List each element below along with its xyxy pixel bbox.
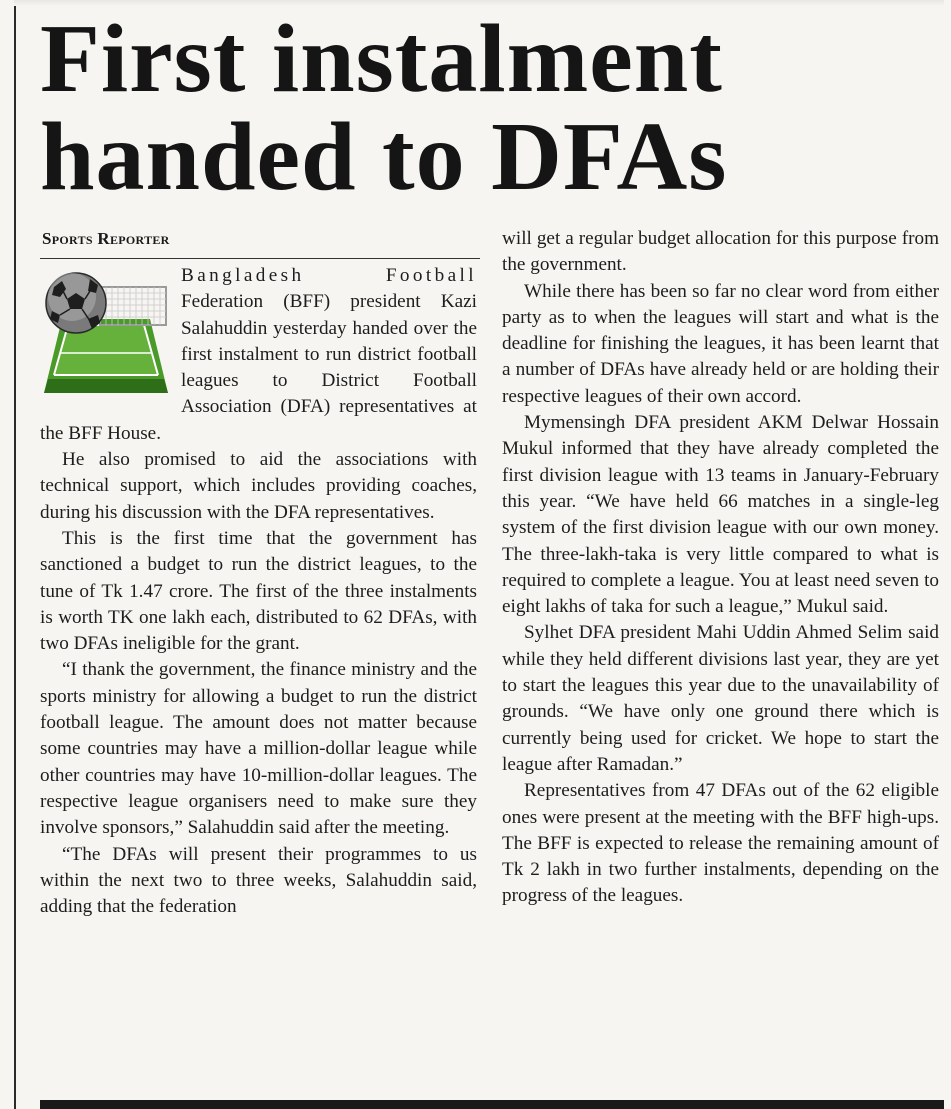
paragraph-9: Representatives from 47 DFAs out of the 62 eligible ones were present at the meeting with the BFF high-ups. The BFF is expected to release the remaining amount of Tk 2 lakh in two further instalments, depending on the progress of the leagues.: [502, 780, 939, 907]
column-rule: [14, 0, 16, 1109]
headline: [40, 5, 940, 211]
paragraph-2: He also promised to aid the associations with technical support, which includes providing coaches, during his discussion with the DFA representatives.: [40, 449, 477, 523]
paragraph-5-continued: will get a regular budget allocation for this purpose from the government.: [502, 228, 939, 276]
byline: Sports Reporter: [42, 229, 170, 248]
football-pitch-icon: [40, 267, 173, 399]
article-column-left: [40, 263, 477, 920]
article-column-right: [502, 226, 939, 910]
byline-divider: [40, 258, 480, 259]
paragraph-3: This is the first time that the government has sanctioned a budget to run the district leagues, to the tune of Tk 1.47 crore. The first of the three instalments is worth TK one lakh each, distributed to 62 DFAs, with two DFAs ineligible for the grant.: [40, 527, 477, 655]
page-bottom-rule: [40, 1100, 944, 1109]
headline-line-1: First instalment: [40, 5, 723, 113]
paragraph-7: Mymensingh DFA president AKM Delwar Hossain Mukul informed that they have already completed the first division league with 13 teams in January-February this year. “We have held 66 matches in a single-leg system of the first division league with our own money. The three-lakh-taka is very little compared to what is required to complete a league. You at least need seven to eight lakhs of taka for such a league,” Mukul said.: [502, 412, 939, 618]
paragraph-5: “The DFAs will present their programmes to us within the next two to three weeks, Salahuddin said, adding that the federation: [40, 843, 477, 918]
paragraph-8: Sylhet DFA president Mahi Uddin Ahmed Selim said while they held different divisions last year, they are yet to start the leagues this year due to the unavailability of grounds. “We have only one ground there which is currently being used for cricket. We hope to start the league after Ramadan.”: [502, 622, 939, 775]
paragraph-6: While there has been so far no clear word from either party as to when the leagues will start and what is the deadline for finishing the leagues, it has been learnt that a number of DFAs have already held or are holding their respective leagues of their own accord.: [502, 280, 939, 407]
paragraph-1: Federation (BFF) president Kazi Salahuddin yesterday handed over the first instalment to run district football leagues to District Football Association (DFA) representatives at the BFF House.: [40, 291, 477, 444]
headline-line-2: handed to DFAs: [40, 103, 728, 211]
paragraph-4: “I thank the government, the finance ministry and the sports ministry for allowing a budget to run the district football league. The amount does not matter because some countries may have a million-dollar league while other countries may have 10-million-dollar leagues. The respective league organisers need to make sure they involve sponsors,” Salahuddin said after the meeting.: [40, 659, 477, 839]
paragraph-lead: Bangladesh Football: [181, 265, 477, 286]
